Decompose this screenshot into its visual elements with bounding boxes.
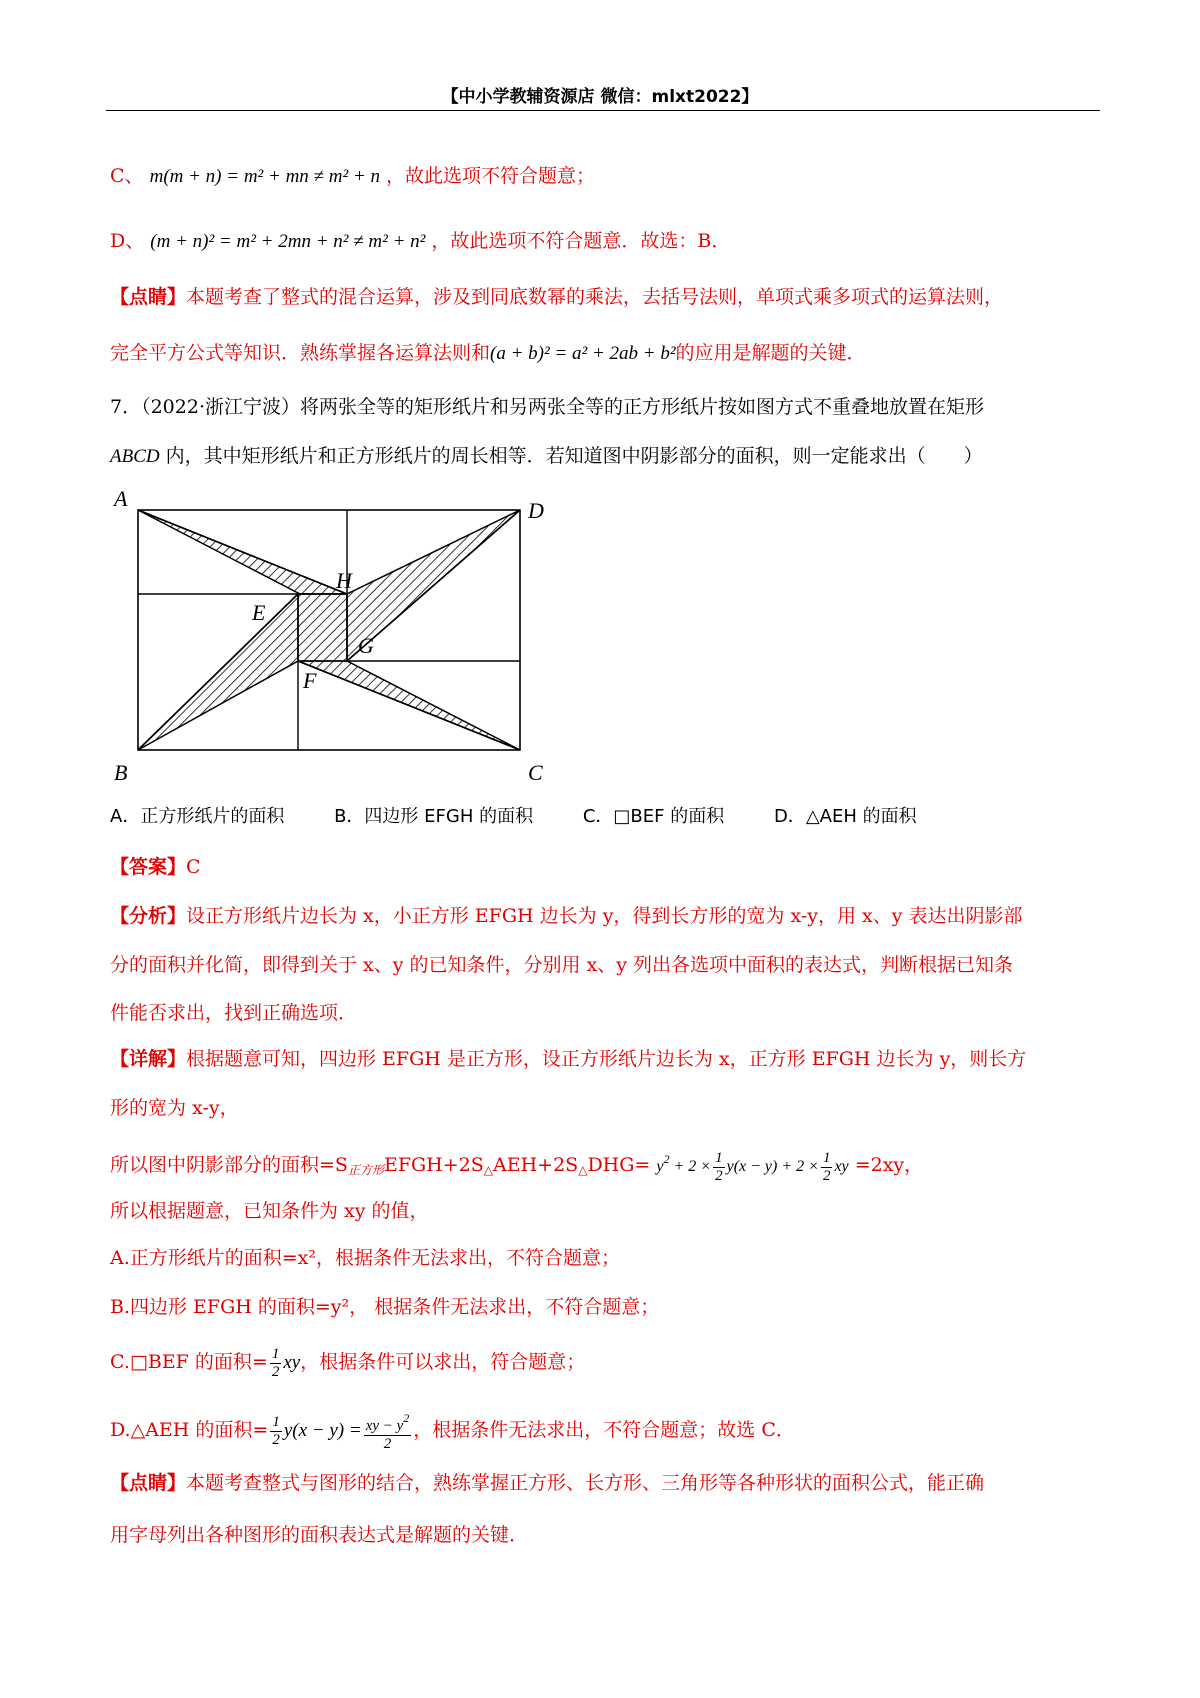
d-formula: (m + n)² = m² + 2mn + n² ≠ m² + n² <box>150 231 426 252</box>
detail-line1: 【详解】根据题意可知，四边形 EFGH 是正方形，设正方形纸片边长为 x，正方形 EFGH 边长为 y，则长方 <box>110 1048 1027 1070</box>
detail-option-a: A.正方形纸片的面积=x²，根据条件无法求出，不符合题意； <box>110 1247 621 1269</box>
aeh-formula: $\frac{1}{2}$ y(x − y) = $\frac{xy - y^2}{2}$ <box>272 1411 410 1452</box>
question-line1: 7．（2022·浙江宁波）将两张全等的矩形纸片和另两张全等的正方形纸片按如图方式不重叠地放置在矩形 <box>110 396 985 418</box>
prev-comment-line1: 【点睛】本题考查了整式的混合运算，涉及到同底数幂的乘法，去括号法则，单项式乘多项式的运算法则， <box>110 286 1004 308</box>
comment-line2: 用字母列出各种图形的面积表达式是解题的关键． <box>110 1524 529 1546</box>
prev-option-d: D、 (m + n)² = m² + 2mn + n² ≠ m² + n² ，故此选项不符合题意．故选：B． <box>110 230 731 252</box>
geometry-figure <box>100 488 560 788</box>
analysis-line3: 件能否求出，找到正确选项． <box>110 1002 358 1024</box>
comment-formula: (a + b)² = a² + 2ab + b² <box>490 343 676 364</box>
detail-option-c: C.□BEF 的面积= $\frac{1}{2}$ xy，根据条件可以求出，符合题意； <box>110 1346 586 1380</box>
detail-line4: 所以根据题意，已知条件为 xy 的值， <box>110 1200 429 1222</box>
label-e: E <box>252 600 266 625</box>
option-c[interactable]: C．□BEF 的面积 <box>582 806 725 827</box>
label-c: C <box>528 760 543 785</box>
option-b[interactable]: B．四边形 EFGH 的面积 <box>334 806 534 827</box>
label-h: H <box>336 568 352 593</box>
c-formula: m(m + n) = m² + mn ≠ m² + n <box>149 166 380 187</box>
answer-line: 【答案】C <box>110 856 201 878</box>
bef-formula: $\frac{1}{2}$ xy <box>271 1346 301 1380</box>
label-f: F <box>303 668 317 693</box>
answer-value: C <box>186 856 201 878</box>
detail-option-b: B.四边形 EFGH 的面积=y²， 根据条件无法求出，不符合题意； <box>110 1296 660 1318</box>
label-d: D <box>528 498 544 523</box>
shade-efgh <box>298 594 347 661</box>
detail-line3: 所以图中阴影部分的面积$=S_{正方形}EFGH+2S_\triangle AEH+2S_\triangle DHG= y^2 + 2$ × $\frac{1}{2}$ y(x − y) + 2 × $\frac{1}{2}$ xy =2xy， <box>110 1149 924 1184</box>
prev-option-c: C、 m(m + n) = m² + mn ≠ m² + n ，故此选项不符合题意； <box>110 165 596 187</box>
detail-area-formula: $y^2 + 2$ × $\frac{1}{2}$ y(x − y) + 2 × $\frac{1}{2}$ xy <box>656 1149 849 1184</box>
option-d[interactable]: D．△AEH 的面积 <box>773 806 917 827</box>
detail-option-d: D.△AEH 的面积= $\frac{1}{2}$ y(x − y) = $\frac{xy - y^2}{2}$ ，根据条件无法求出，不符合题意；故选 C． <box>110 1411 795 1452</box>
page-header: 【中小学教辅资源店 微信：mlxt2022】 <box>441 87 759 107</box>
question-line2: ABCD 内，其中矩形纸片和正方形纸片的周长相等．若知道图中阴影部分的面积，则一定能求出（ ） <box>110 445 983 467</box>
options-row <box>110 804 961 830</box>
label-a: A <box>114 488 128 511</box>
detail-line2: 形的宽为 x-y， <box>110 1097 239 1119</box>
analysis-line1: 【分析】设正方形纸片边长为 x，小正方形 EFGH 边长为 y，得到长方形的宽为 x-y，用 x、y 表达出阴影部 <box>110 905 1023 927</box>
label-b: B <box>114 760 128 785</box>
option-a[interactable]: A．正方形纸片的面积 <box>110 806 285 827</box>
comment-line1: 【点睛】本题考查整式与图形的结合，熟练掌握正方形、长方形、三角形等各种形状的面积公式，能正确 <box>110 1472 985 1494</box>
analysis-line2: 分的面积并化简，即得到关于 x、y 的已知条件，分别用 x、y 列出各选项中面积的表达式，判断根据已知条 <box>110 954 1014 976</box>
prev-comment-line2: 完全平方公式等知识．熟练掌握各运算法则和(a + b)² = a² + 2ab + b²的应用是解题的关键． <box>110 342 866 364</box>
header-rule <box>106 110 1100 111</box>
label-g: G <box>358 633 374 658</box>
